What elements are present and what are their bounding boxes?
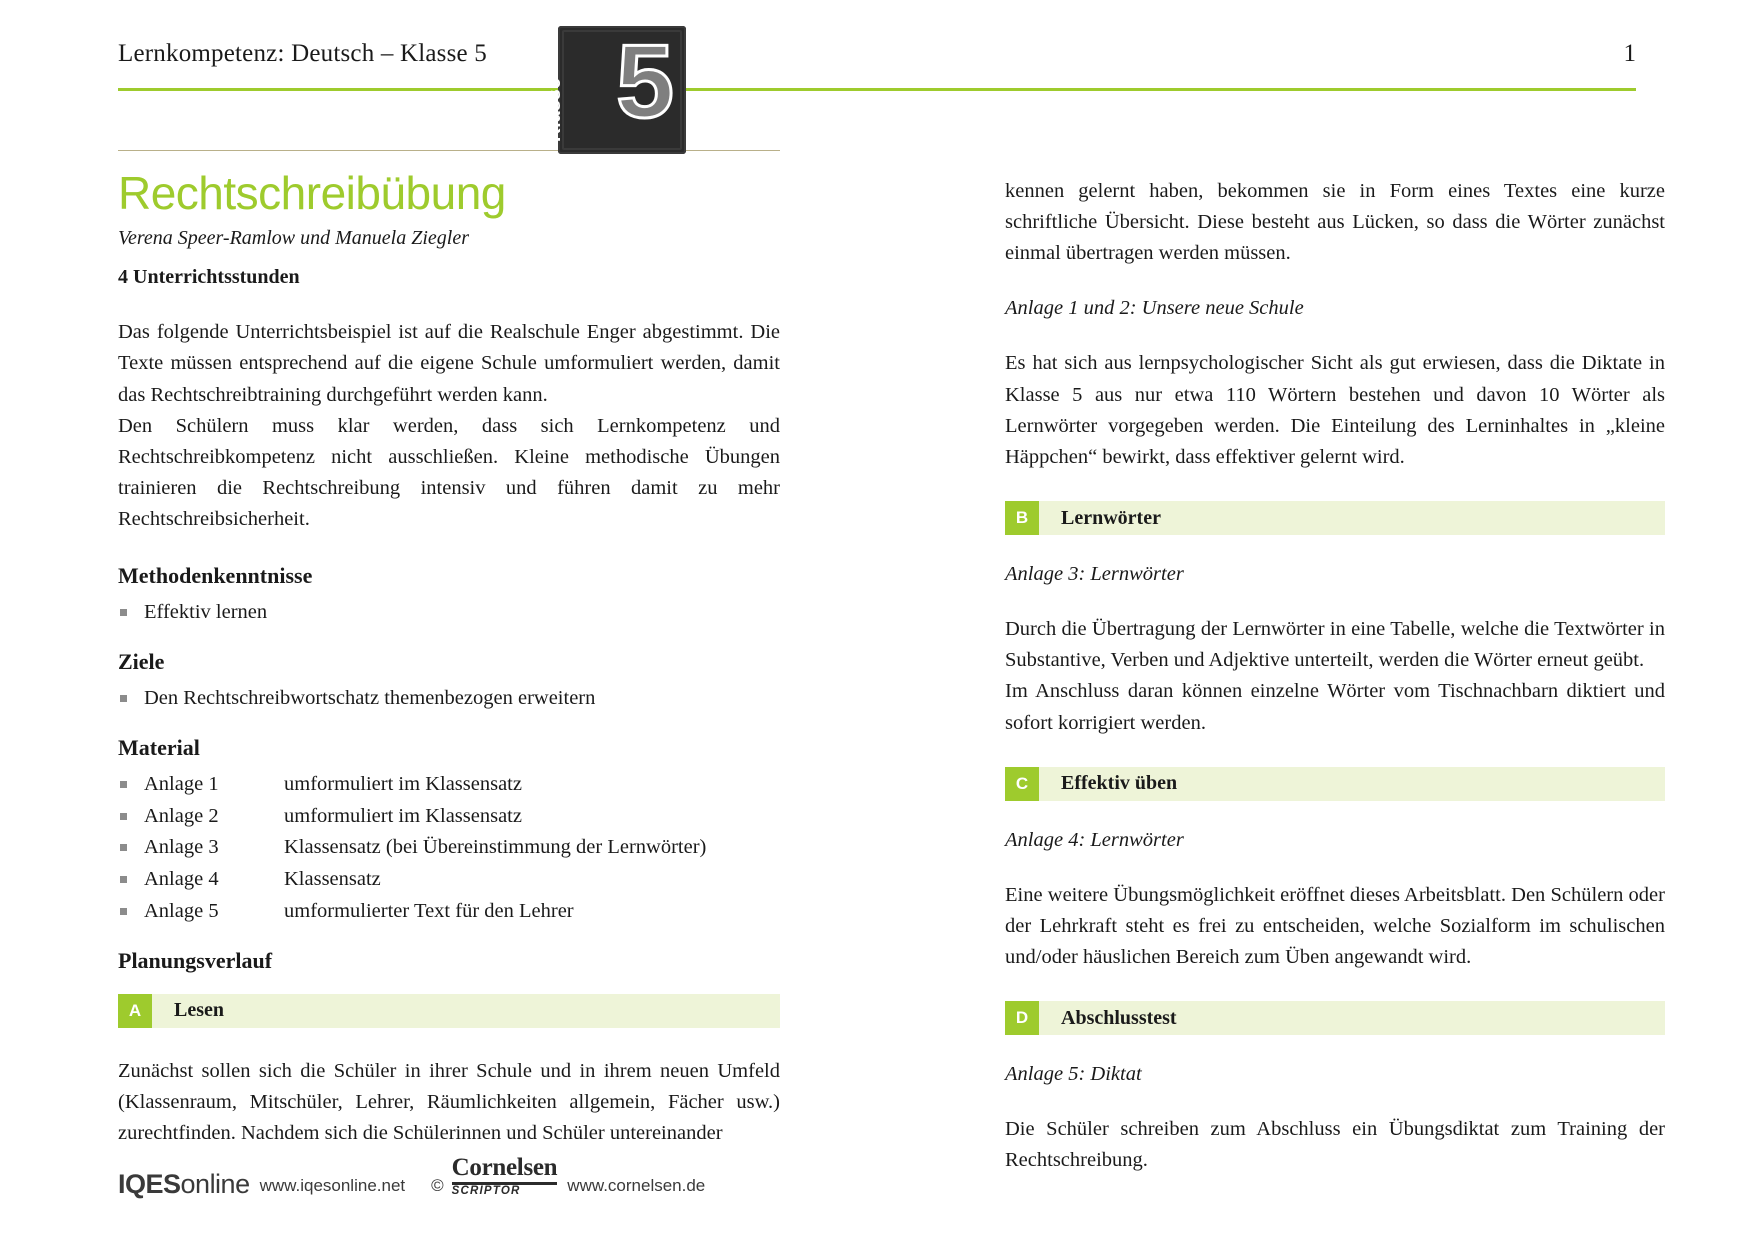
klasse-badge xyxy=(544,24,686,154)
header-divider xyxy=(118,88,1636,91)
right-paragraph-4: Eine weitere Übungsmöglichkeit eröffnet dieses Arbeitsblatt. Den Schülern oder der Lehrkraft steht es frei zu entscheiden, welche Sozialform im schulischen und/oder häuslichen Bereich zum Üben angewandt wird. xyxy=(1005,883,1665,969)
cornelsen-url[interactable]: www.cornelsen.de xyxy=(567,1176,706,1195)
material-value: umformulierter Text für den Lehrer xyxy=(284,899,574,922)
list-item xyxy=(118,801,780,833)
continued-paragraph: kennen gelernt haben, bekommen sie in Form eines Textes eine kurze schriftliche Übersicht. Diese besteht aus Lücken, so dass die Wörter zunächst einmal übertragen werden müssen. xyxy=(1005,180,1665,265)
intro-paragraph-2: Den Schülern muss klar werden, dass sich Lernkompetenz und Rechtschreibkompetenz nicht ausschließen. Kleine methodische Übungen trainieren die Rechtschreibung intensiv und führen damit zu mehr Rechtschreibsicherheit. xyxy=(118,414,780,531)
cornelsen-logo xyxy=(452,1155,558,1198)
step-label-b: Lernwörter xyxy=(1061,506,1161,529)
list-item xyxy=(118,769,780,801)
right-paragraph-1: Es hat sich aus lernpsychologischer Sicht als gut erwiesen, dass die Diktate in Klasse 5 aus nur etwa 110 Wörtern bestehen und davon 10 Wörter als Lernwörter vorgegeben werden. Die Einteilung des Lerninhaltes in „kleine Häppchen“ bewirkt, dass effektiver gelernt wird. xyxy=(1005,352,1665,468)
authors: Verena Speer-Ramlow und Manuela Ziegler xyxy=(118,227,470,250)
material-label: Anlage 1 xyxy=(144,772,219,795)
page-number: 1 xyxy=(1623,40,1636,67)
page-header xyxy=(118,40,1636,68)
step-bar-d xyxy=(1005,1001,1665,1035)
copyright-symbol: © xyxy=(431,1176,444,1195)
badge-label: Klasse xyxy=(544,77,565,142)
step-bar-b xyxy=(1005,501,1665,535)
badge-number: 5 xyxy=(616,24,674,140)
cornelsen-logo-sub: SCRIPTOR xyxy=(451,1184,521,1197)
step-letter-b: B xyxy=(1005,501,1039,535)
header-title: Lernkompetenz: Deutsch – Klasse 5 xyxy=(118,40,487,67)
list-item: Effektiv lernen xyxy=(118,597,780,629)
cornelsen-logo-main: Cornelsen xyxy=(452,1155,558,1184)
material-label: Anlage 3 xyxy=(144,836,219,859)
material-label: Anlage 2 xyxy=(144,804,219,827)
list-item xyxy=(118,896,780,928)
right-paragraph-5: Die Schüler schreiben zum Abschluss ein Übungsdiktat zum Training der Rechtschreibung. xyxy=(1005,1118,1665,1172)
step-a-text: Zunächst sollen sich die Schüler in ihrer Schule und in ihrem neuen Umfeld (Klassenraum, Mitschüler, Lehrer, Räumlichkeiten allgemein, Fächer usw.) zurechtfinden. Nachdem sich die Schülerinnen und Schüler untereinander xyxy=(118,1059,780,1145)
methods-list xyxy=(118,597,780,629)
attachment-note-2: Anlage 3: Lernwörter xyxy=(1005,563,1184,586)
material-value: umformuliert im Klassensatz xyxy=(284,772,522,795)
attachment-note-4: Anlage 5: Diktat xyxy=(1005,1063,1142,1086)
attachment-note-1: Anlage 1 und 2: Unsere neue Schule xyxy=(1005,297,1304,320)
methods-heading: Methodenkenntnisse xyxy=(118,563,313,589)
iqes-logo-light: online xyxy=(180,1169,250,1199)
goals-heading: Ziele xyxy=(118,649,165,675)
step-label-c: Effektiv üben xyxy=(1061,772,1178,795)
iqes-logo-bold: IQES xyxy=(118,1169,181,1199)
plan-heading: Planungsverlauf xyxy=(118,947,273,973)
material-heading: Material xyxy=(118,734,200,760)
lesson-count: 4 Unterrichtsstunden xyxy=(118,266,300,289)
step-bar-c xyxy=(1005,767,1665,801)
step-label-a: Lesen xyxy=(174,999,224,1022)
list-item xyxy=(118,832,780,864)
page-title: Rechtschreibübung xyxy=(118,167,506,219)
left-column xyxy=(118,150,780,1149)
material-label: Anlage 5 xyxy=(144,899,219,922)
material-value: Klassensatz (bei Übereinstimmung der Lernwörter) xyxy=(284,836,707,859)
material-value: umformuliert im Klassensatz xyxy=(284,804,522,827)
material-list xyxy=(118,769,780,928)
attachment-note-3: Anlage 4: Lernwörter xyxy=(1005,828,1184,851)
goals-list xyxy=(118,683,780,715)
list-item: Den Rechtschreibwortschatz themenbezogen erweitern xyxy=(118,683,780,715)
step-bar-a xyxy=(118,994,780,1028)
iqes-logo xyxy=(118,1171,250,1198)
material-value: Klassensatz xyxy=(284,868,381,891)
right-column xyxy=(1005,176,1665,1177)
intro-paragraph-1: Das folgende Unterrichtsbeispiel ist auf die Realschule Enger abgestimmt. Die Texte müssen entsprechend auf die eigene Schule umformuliert werden, damit das Rechtschreibtraining durchgeführt werden kann. xyxy=(118,321,780,406)
page-footer xyxy=(118,1155,705,1198)
step-letter-c: C xyxy=(1005,767,1039,801)
iqes-url[interactable]: www.iqesonline.net xyxy=(259,1176,406,1195)
step-letter-a: A xyxy=(118,994,152,1028)
step-label-d: Abschlusstest xyxy=(1061,1006,1177,1029)
material-label: Anlage 4 xyxy=(144,868,219,891)
right-paragraph-2: Durch die Übertragung der Lernwörter in eine Tabelle, welche die Textwörter in Substantive, Verben und Adjektive unterteilt, werden die Wörter erneut geübt. xyxy=(1005,618,1665,672)
list-item xyxy=(118,864,780,896)
right-paragraph-3: Im Anschluss daran können einzelne Wörter vom Tischnachbarn diktiert und sofort korrigiert werden. xyxy=(1005,680,1665,734)
step-letter-d: D xyxy=(1005,1001,1039,1035)
